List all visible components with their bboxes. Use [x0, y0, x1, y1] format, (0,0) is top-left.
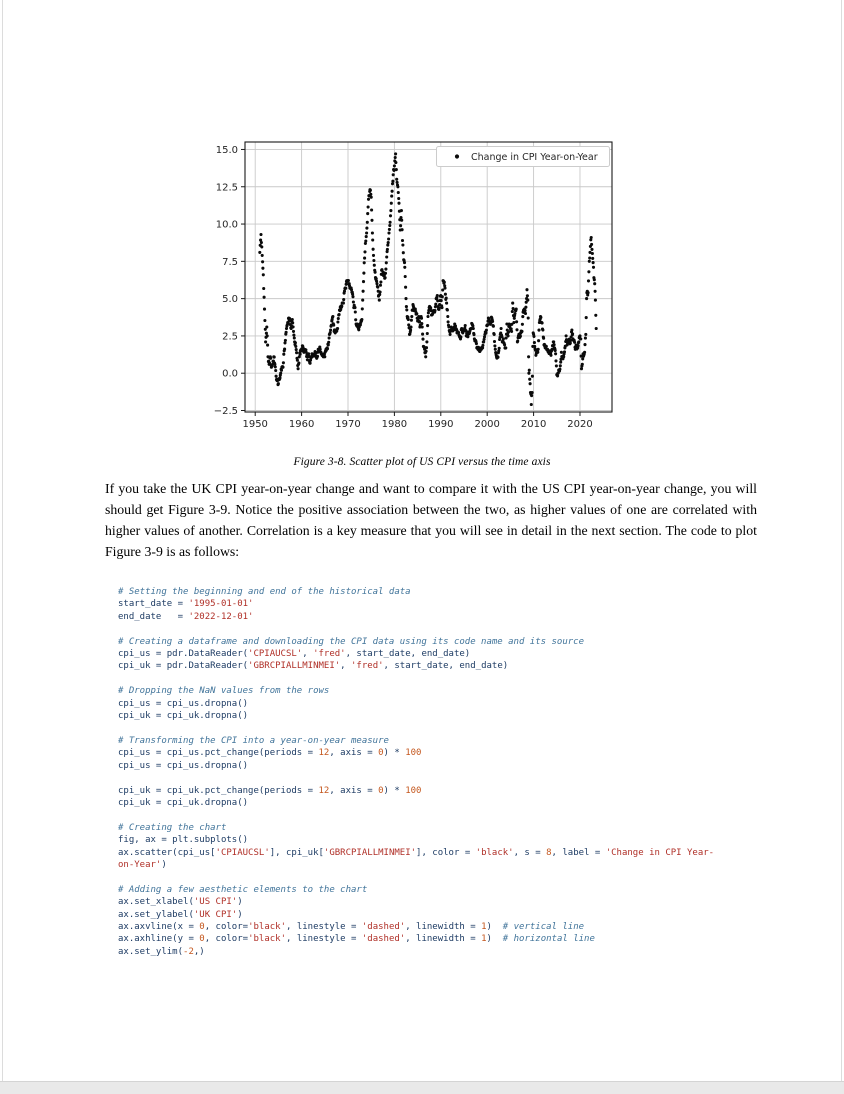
code-line: ax.set_xlabel('US CPI') — [118, 897, 243, 908]
code-line: cpi_us = cpi_us.pct_change(periods = 12, axis = 0) * 100 — [118, 748, 422, 759]
figure-3-8 — [195, 133, 635, 443]
x-tick-label: 1950 — [242, 419, 268, 430]
code-line: # Dropping the NaN values from the rows — [118, 686, 330, 697]
axis-ticks — [241, 149, 580, 416]
code-line: cpi_uk = cpi_uk.dropna() — [118, 711, 249, 722]
figure-caption: Figure 3-8. Scatter plot of US CPI versus the time axis — [293, 456, 551, 468]
code-line — [118, 809, 768, 821]
legend-marker-dot — [455, 154, 459, 158]
plot-border — [245, 142, 612, 412]
code-line: fig, ax = plt.subplots() — [118, 835, 249, 846]
code-line: end_date = '2022-12-01' — [118, 611, 254, 622]
x-tick-label: 2020 — [567, 419, 593, 430]
y-tick-label: 0.0 — [222, 368, 238, 380]
code-line: ax.axhline(y = 0, color='black', linestyle = 'dashed', linewidth = 1) # horizontal line — [118, 934, 595, 945]
code-line: ax.scatter(cpi_us['CPIAUCSL'], cpi_uk['GBRCPIALLMINMEI'], color = 'black', s = 8, label = 'Change in CPI Year- — [118, 847, 715, 858]
scatter-points — [258, 152, 598, 406]
page-edge-left — [2, 0, 3, 1082]
code-line: on-Year') — [118, 859, 167, 870]
y-tick-label: 15.0 — [215, 144, 238, 156]
code-line: # Transforming the CPI into a year-on-year measure — [118, 735, 389, 746]
page-break-strip — [0, 1081, 844, 1094]
x-tick-label: 2010 — [520, 419, 547, 430]
grid-lines — [245, 142, 612, 412]
code-line — [118, 871, 768, 883]
cpi-scatter-chart — [195, 133, 635, 443]
code-line: cpi_us = pdr.DataReader('CPIAUCSL', 'fred', start_date, end_date) — [118, 649, 471, 660]
y-tick-label: 12.5 — [215, 182, 238, 194]
y-tick-label: 2.5 — [222, 331, 238, 343]
body-paragraph: If you take the UK CPI year-on-year change and want to compare it with the US CPI year-on-year change, you will should get Figure 3-9. Notice the positive association between the two, as higher values of one are correlated with higher values of another. Correlation is a key measure that you will see in detail in the next section. The code to plot Figure 3-9 is as follows: — [105, 481, 757, 559]
code-line: # Creating the chart — [118, 822, 227, 833]
page-edge-right — [841, 0, 842, 1082]
y-tick-label: 7.5 — [222, 256, 238, 268]
code-line: cpi_uk = pdr.DataReader('GBRCPIALLMINMEI', 'fred', start_date, end_date) — [118, 661, 509, 672]
y-tick-label: −2.5 — [213, 406, 238, 418]
legend — [437, 147, 610, 167]
x-tick-label: 1980 — [381, 419, 408, 430]
code-line: cpi_us = cpi_us.dropna() — [118, 760, 249, 771]
y-tick-label: 10.0 — [215, 219, 238, 231]
code-line — [118, 623, 768, 635]
axis-tick-labels — [214, 145, 593, 430]
code-line: # Creating a dataframe and downloading the CPI data using its code name and its source — [118, 636, 584, 647]
code-line: # Setting the beginning and end of the historical data — [118, 587, 411, 597]
code-line: ax.set_ylabel('UK CPI') — [118, 909, 243, 920]
code-line: ax.set_ylim(-2,) — [118, 946, 205, 957]
y-tick-label: 5.0 — [222, 294, 238, 306]
code-line: cpi_uk = cpi_uk.pct_change(periods = 12, axis = 0) * 100 — [118, 785, 422, 796]
x-tick-label: 1970 — [335, 419, 361, 430]
x-tick-label: 1990 — [428, 419, 454, 430]
x-tick-label: 2000 — [474, 419, 500, 430]
code-line: # Adding a few aesthetic elements to the chart — [118, 884, 368, 895]
code-line — [118, 673, 768, 685]
code-line: cpi_us = cpi_us.dropna() — [118, 698, 249, 709]
code-line: cpi_uk = cpi_uk.dropna() — [118, 797, 249, 808]
legend-label: Change in CPI Year-on-Year — [471, 152, 598, 163]
code-line — [118, 722, 768, 734]
x-tick-label: 1960 — [288, 419, 315, 430]
code-block — [118, 586, 768, 958]
code-line — [118, 772, 768, 784]
code-line: ax.axvline(x = 0, color='black', linestyle = 'dashed', linewidth = 1) # vertical line — [118, 921, 585, 932]
code-line: start_date = '1995-01-01' — [118, 599, 254, 610]
